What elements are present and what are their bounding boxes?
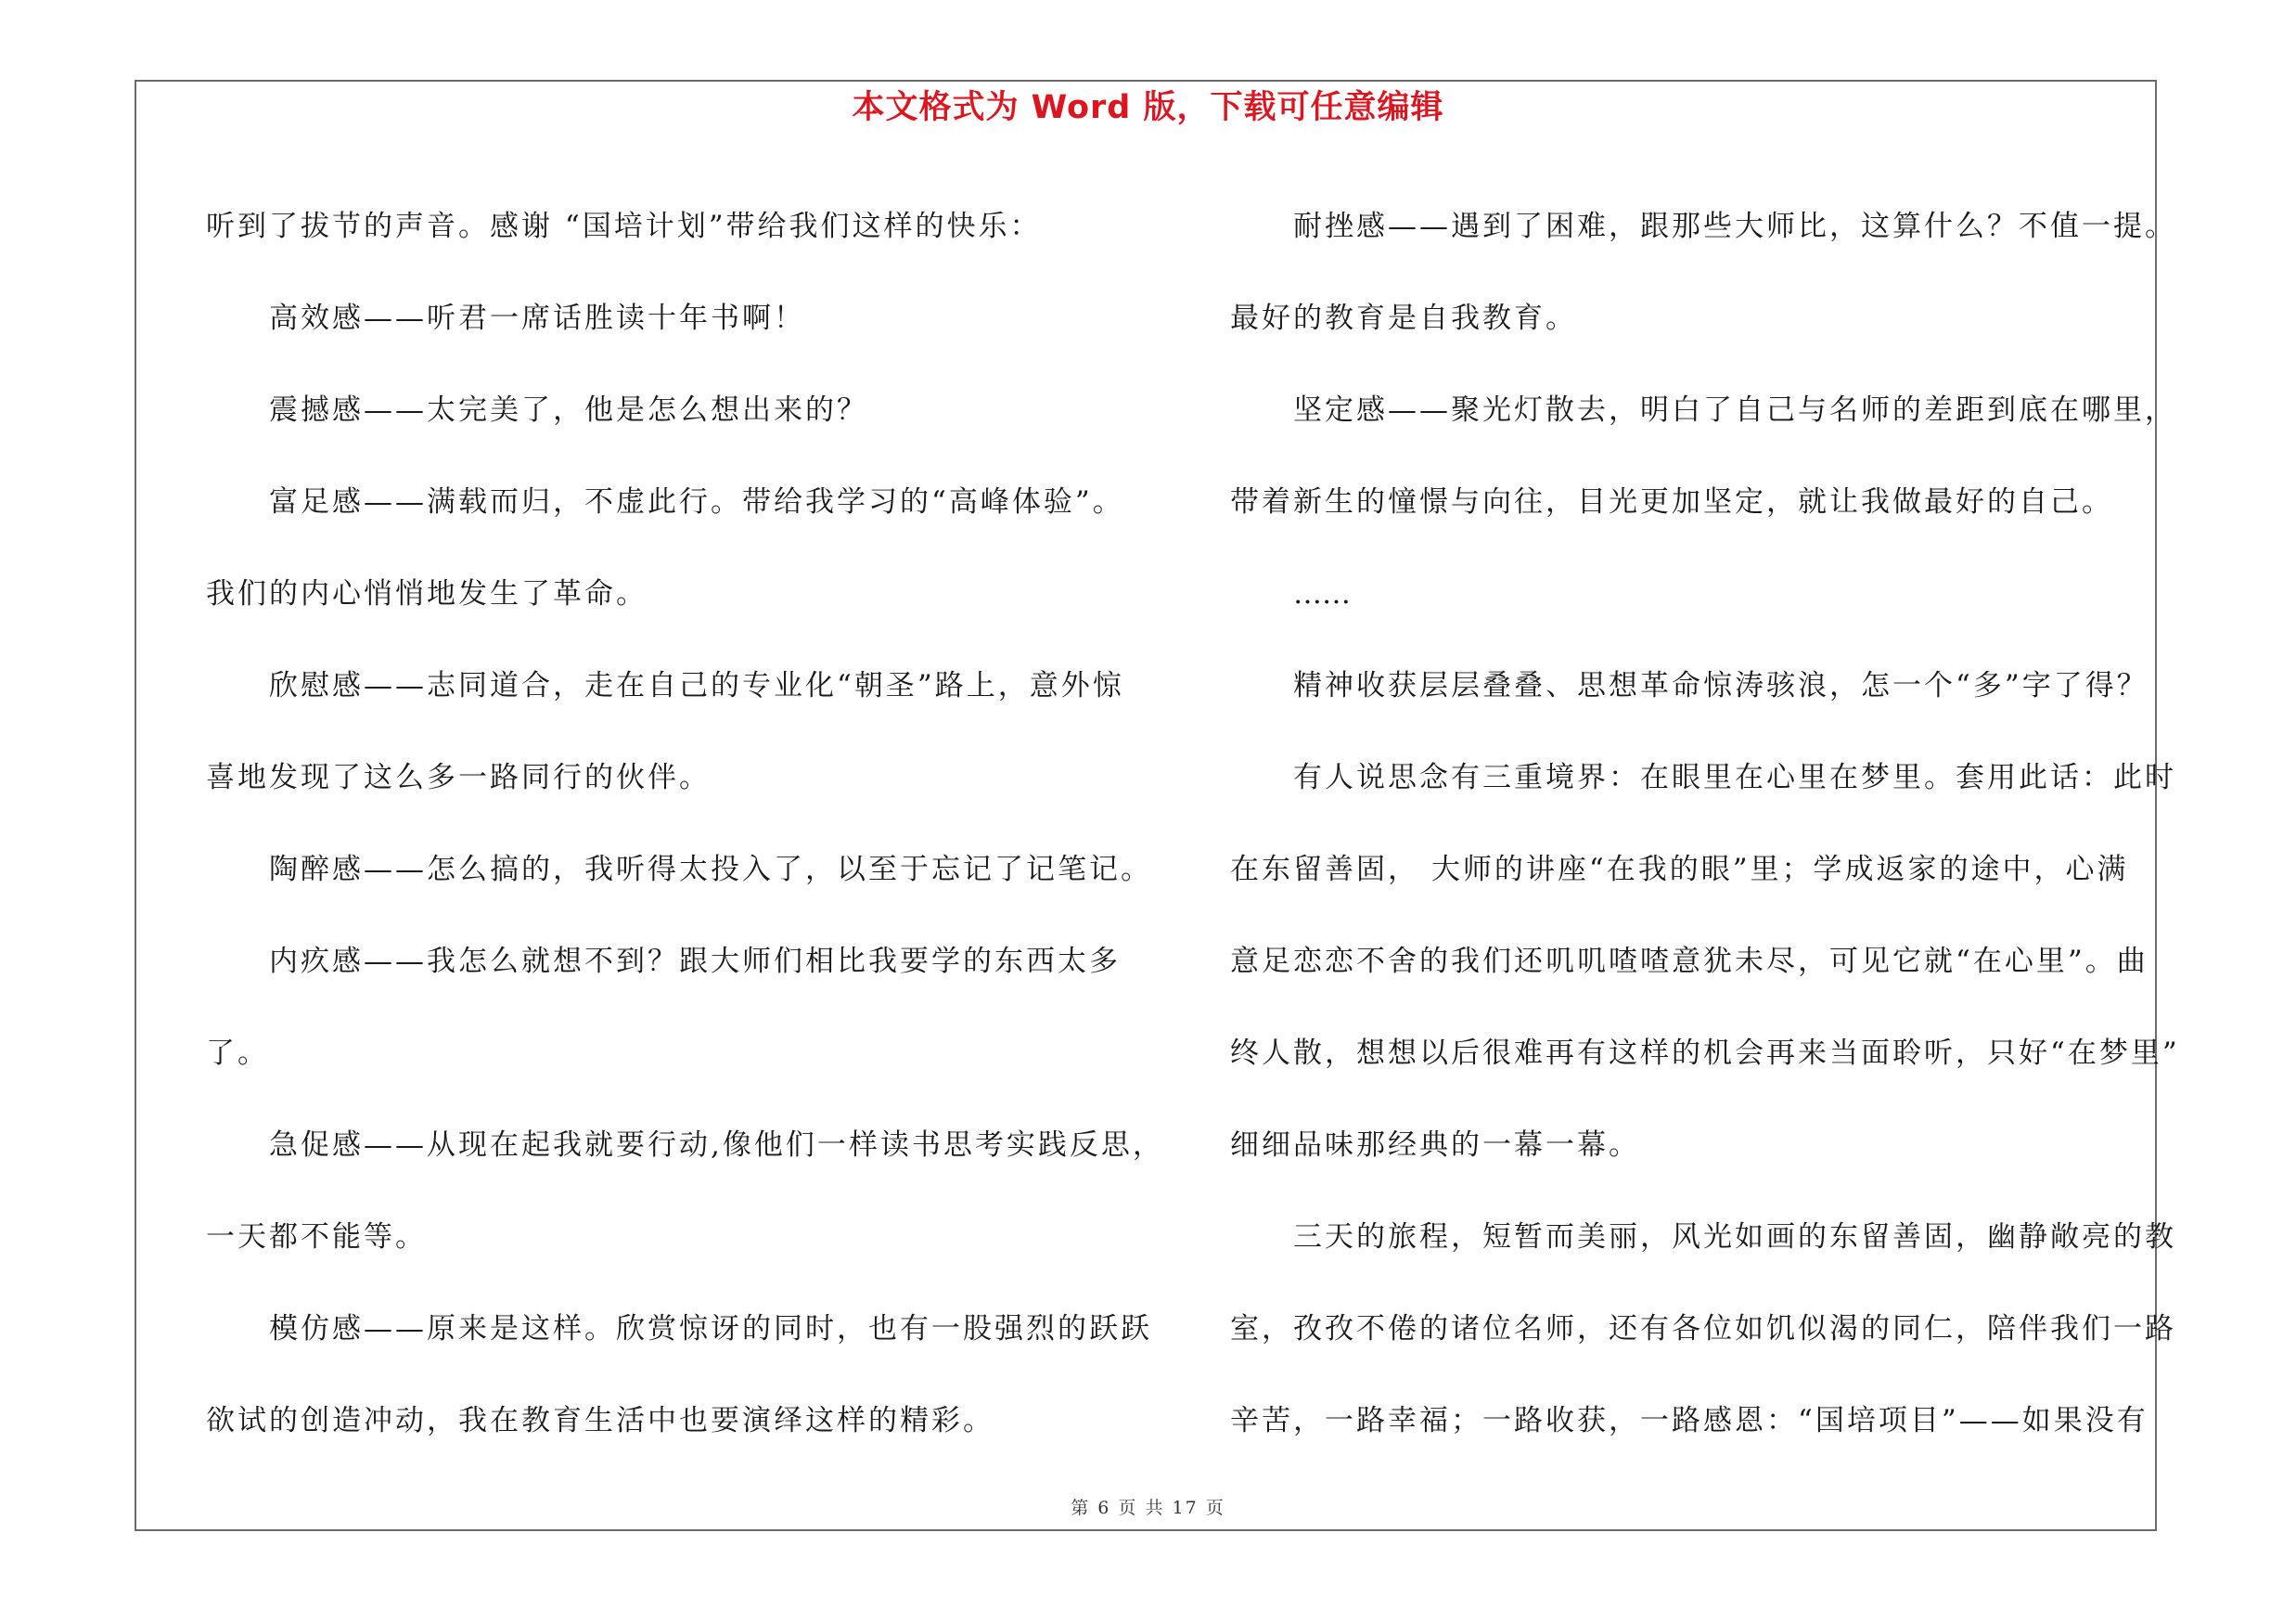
paragraph-line: 陶醉感——怎么搞的，我听得太投入了，以至于忘记了记笔记。	[269, 853, 1152, 886]
ellipsis-line: ……	[1293, 577, 1351, 611]
paragraph-line: 细细品味那经典的一幕一幕。	[1230, 1128, 1640, 1162]
paragraph-line: 坚定感——聚光灯散去，明白了自己与名师的差距到底在哪里，	[1293, 393, 2176, 427]
paragraph-line: 一天都不能等。	[206, 1220, 427, 1254]
paragraph-line: 高效感——听君一席话胜读十年书啊！	[269, 302, 805, 335]
paragraph-line: 欲试的创造冲动，我在教育生活中也要演绎这样的精彩。	[206, 1404, 994, 1437]
paragraph-line: 精神收获层层叠叠、思想革命惊涛骇浪，怎一个“多”字了得？	[1293, 669, 2148, 702]
paragraph-line: 室，孜孜不倦的诸位名师，还有各位如饥似渴的同仁，陪伴我们一路	[1230, 1312, 2176, 1346]
paragraph-line: 终人散，想想以后很难再有这样的机会再来当面聆听，只好“在梦里”	[1230, 1037, 2180, 1070]
paragraph-line: 带着新生的憧憬与向往，目光更加坚定，就让我做最好的自己。	[1230, 485, 2113, 519]
paragraph-line: 耐挫感——遇到了困难，跟那些大师比，这算什么？不值一提。	[1293, 210, 2176, 243]
page-number-footer: 第 6 页 共 17 页	[1071, 1498, 1225, 1518]
paragraph-line: 了。	[206, 1037, 269, 1070]
paragraph-line: 我们的内心悄悄地发生了革命。	[206, 577, 648, 611]
paragraph-line: 富足感——满载而归，不虚此行。带给我学习的“高峰体验”。	[269, 485, 1124, 519]
paragraph-line: 急促感——从现在起我就要行动,像他们一样读书思考实践反思，	[269, 1128, 1164, 1162]
paragraph-line: 欣慰感——志同道合，走在自己的专业化“朝圣”路上，意外惊	[269, 669, 1124, 702]
left-column	[206, 181, 1164, 1467]
paragraph-line: 震撼感——太完美了，他是怎么想出来的？	[269, 393, 868, 427]
right-column	[1230, 181, 2195, 1467]
paragraph-line: 三天的旅程，短暂而美丽，风光如画的东留善固，幽静敞亮的教	[1293, 1220, 2176, 1254]
paragraph-line: 喜地发现了这么多一路同行的伙伴。	[206, 761, 711, 794]
paragraph-line: 内疚感——我怎么就想不到？跟大师们相比我要学的东西太多	[269, 945, 1121, 978]
paragraph-line: 听到了拔节的声音。感谢 “国培计划”带给我们这样的快乐：	[206, 210, 1042, 243]
paragraph-line: 模仿感——原来是这样。欣赏惊讶的同时，也有一股强烈的跃跃	[269, 1312, 1152, 1346]
paragraph-line: 最好的教育是自我教育。	[1230, 302, 1577, 335]
paragraph-line: 有人说思念有三重境界：在眼里在心里在梦里。套用此话：此时	[1293, 761, 2176, 794]
header-banner: 本文格式为 Word 版，下载可任意编辑	[852, 89, 1444, 126]
paragraph-line: 辛苦，一路幸福；一路收获，一路感恩：“国培项目”——如果没有	[1230, 1404, 2148, 1437]
paragraph-line: 在东留善固， 大师的讲座“在我的眼”里；学成返家的途中，心满	[1230, 853, 2129, 886]
paragraph-line: 意足恋恋不舍的我们还叽叽喳喳意犹未尽，可见它就“在心里”。曲	[1230, 945, 2148, 978]
